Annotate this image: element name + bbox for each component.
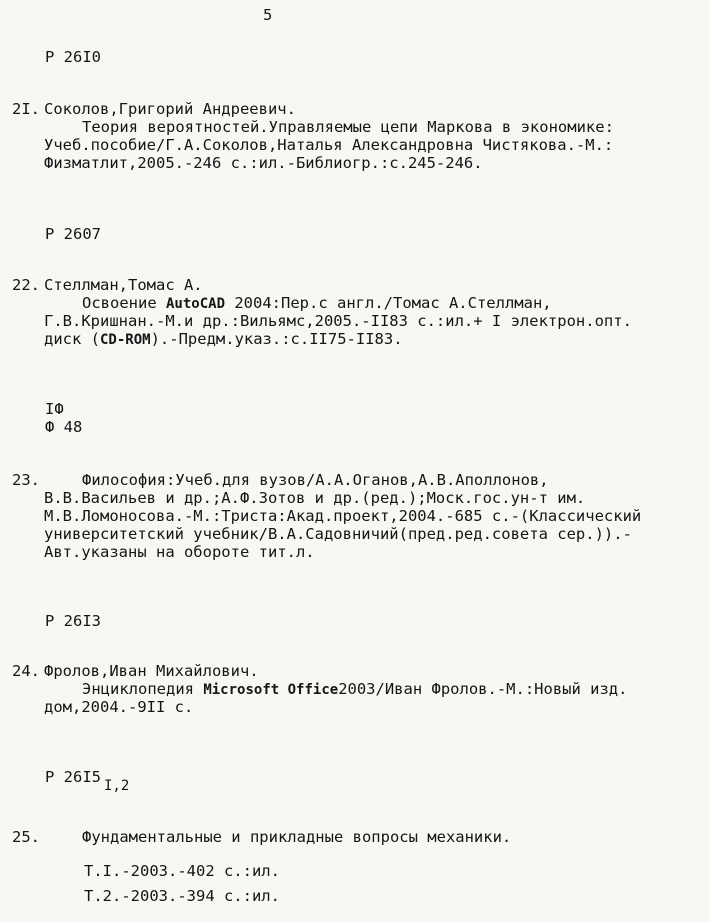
entry-line: В.В.Васильев и др.;А.Ф.Зотов и др.(ред.);Моск.гос.ун-т им. [44,489,586,507]
entry-number: 25. [12,828,40,846]
shelf-subscript: I,2 [104,778,130,794]
entry-title: Фундаментальные и прикладные вопросы механики. [82,828,512,846]
shelf-mark: Ф 48 [45,418,83,436]
entry-text: 2004:Пер.с англ./Томас А.Стеллман, [225,294,552,312]
entry-line: Теория вероятностей.Управляемые цепи Маркова в экономике: [82,118,614,136]
entry-line: Г.В.Кришнан.-М.и др.:Вильямс,2005.-II83 с.:ил.+ I электрон.опт. [44,312,632,330]
shelf-mark: Р 2607 [45,225,101,243]
shelf-mark: Р 26I0 [45,48,101,66]
entry-bold-term: Microsoft Office [203,682,339,698]
entry-line [44,330,403,349]
entry-text: диск ( [44,330,100,348]
entry-text: ).-Предм.указ.:с.II75-II83. [150,330,403,348]
entry-number: 22. [12,276,40,294]
entry-number: 24. [12,662,40,680]
volume-line: Т.I.-2003.-402 с.:ил. [84,862,280,880]
shelf-mark: Р 26I5 [45,768,101,786]
entry-number: 23. [12,471,40,489]
entry-line: Учеб.пособие/Г.А.Соколов,Наталья Александровна Чистякова.-М.: [44,136,614,154]
entry-text: Освоение [82,294,166,312]
shelf-mark: IФ [45,400,64,418]
entry-author: Фролов,Иван Михайлович. [44,662,259,680]
entry-bold-term: AutoCAD [166,296,226,312]
entry-line [82,680,627,699]
volume-line: Т.2.-2003.-394 с.:ил. [84,887,280,905]
entry-bold-term: CD-ROM [100,332,151,348]
entry-author: Стеллман,Томас А. [44,276,203,294]
entry-line: Авт.указаны на обороте тит.л. [44,543,315,561]
entry-line: дом,2004.-9II с. [44,698,194,716]
entry-author: Соколов,Григорий Андреевич. [44,100,296,118]
entry-line: Философия:Учеб.для вузов/А.А.Оганов,А.В.Аполлонов, [82,471,549,489]
entry-text: 2003/Иван Фролов.-М.:Новый изд. [338,680,628,698]
shelf-mark: Р 26I3 [45,612,101,630]
entry-number: 2I. [12,100,40,118]
entry-line: М.В.Ломоносова.-М.:Триста:Акад.проект,2004.-685 с.-(Классический [44,507,642,525]
page-number: 5 [263,6,273,24]
entry-text: Энциклопедия [82,680,204,698]
entry-line [82,294,552,313]
entry-line: университетский учебник/В.А.Садовничий(пред.ред.совета сер.)).- [44,525,632,543]
entry-line: Физматлит,2005.-246 с.:ил.-Библиогр.:с.245-246. [44,154,483,172]
